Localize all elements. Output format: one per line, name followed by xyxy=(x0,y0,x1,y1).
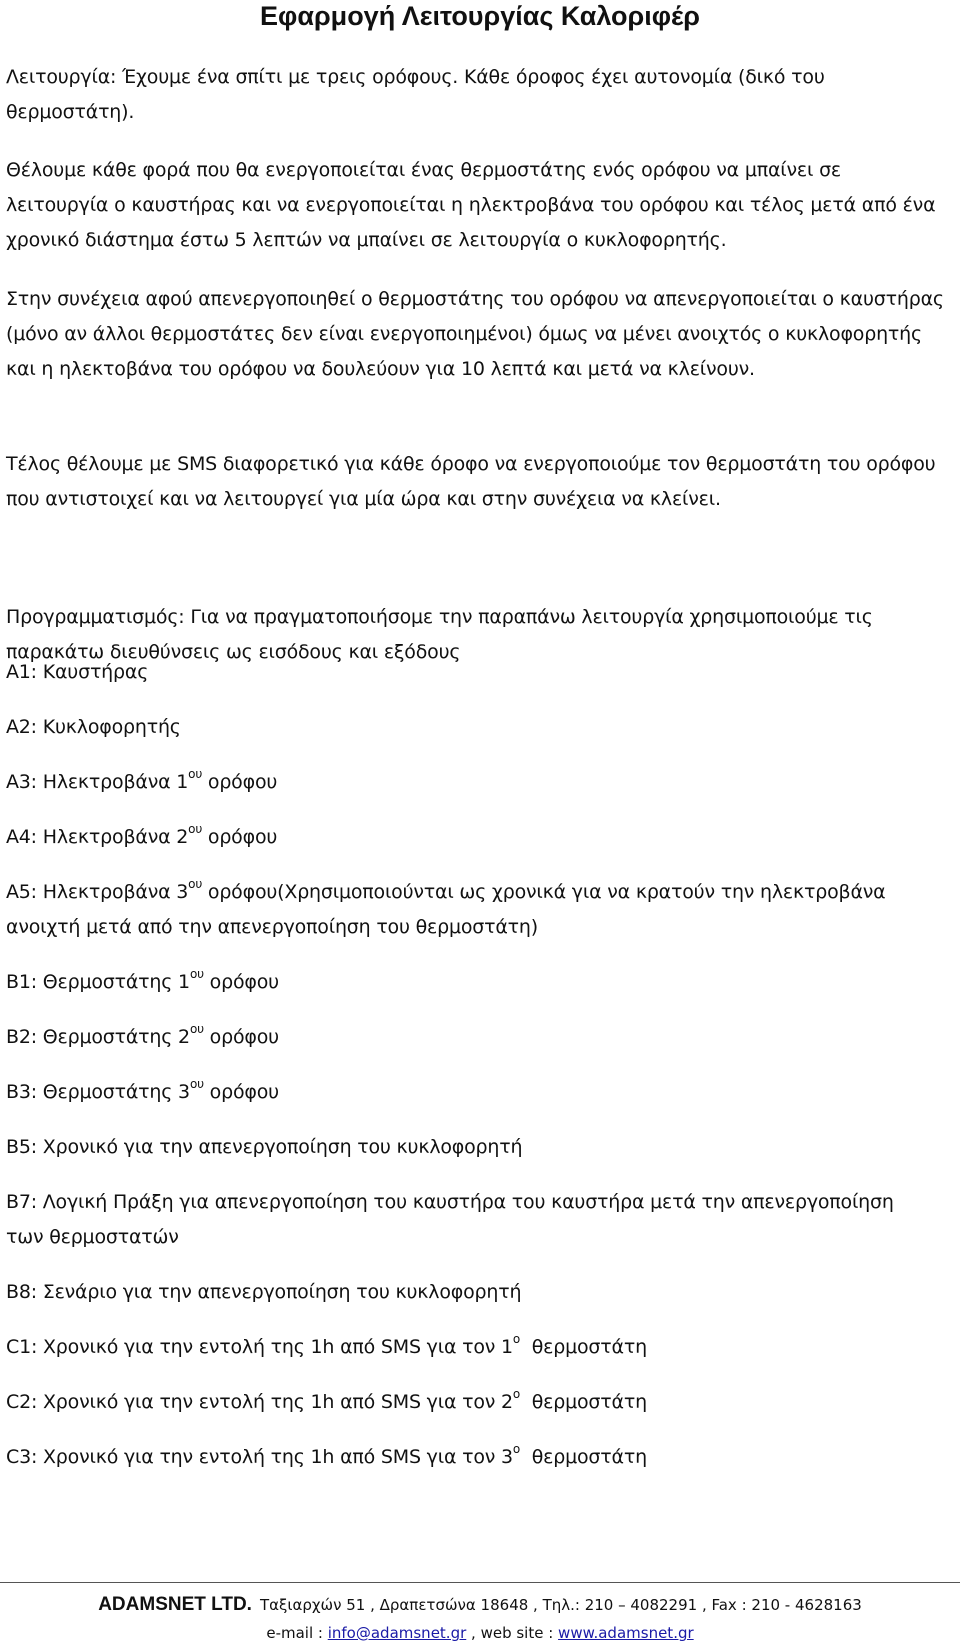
ordinal-suffix: ο xyxy=(512,1442,521,1456)
footer-email-label: e-mail : xyxy=(266,1624,328,1642)
paragraph-activation: Θέλουμε κάθε φορά που θα ενεργοποιείται ένας θερμοστάτης ενός ορόφου να μπαίνει σε λειτουργία ο καυστήρας και να ενεργοποιείται η ηλεκτροβάνα του ορόφου και τέλος μετά από ένα χρονικό διάστημα έστω 5 λεπτών να μπαίνει σε λειτουργία ο κυκλοφορητής. xyxy=(6,159,936,251)
footer-address: Ταξιαρχών 51 , Δραπετσώνα 18648 , Τηλ.: 210 – 4082291 , Fax : 210 - 4628163 xyxy=(259,1596,862,1614)
address-item-text: A3: Ηλεκτροβάνα 1 xyxy=(6,771,189,793)
ordinal-suffix: ου xyxy=(189,1022,204,1036)
ordinal-suffix: ου xyxy=(189,967,204,981)
address-item xyxy=(6,1385,906,1420)
address-item-text: B3: Θερμοστάτης 3 xyxy=(6,1081,190,1103)
document-title: Εφαρμογή Λειτουργίας Καλοριφέρ xyxy=(260,1,700,31)
address-item-text: C2: Χρονικό για την εντολή της 1h από SMS για τον 2 xyxy=(6,1391,513,1413)
paragraph-deactivation: Στην συνέχεια αφού απενεργοποιηθεί ο θερμοστάτης του ορόφου να απενεργοποιείται ο καυστήρας (μόνο αν άλλοι θερμοστάτες δεν είναι ενεργοποιημένοι) όμως να μένει ανοιχτός ο κυκλοφορητής και η ηλεκτοβάνα του ορόφου να δουλεύουν για 10 λεπτά και μετά να κλείνουν. xyxy=(6,288,944,380)
address-item-text: B7: Λογική Πράξη για απενεργοποίηση του καυστήρα του καυστήρα μετά την απενεργοποίηση των θερμοστατών xyxy=(6,1191,894,1248)
address-item xyxy=(6,1440,906,1475)
address-item-text-tail: ορόφου xyxy=(203,1026,279,1048)
ordinal-suffix: ου xyxy=(189,1077,204,1091)
address-item xyxy=(6,1020,906,1055)
ordinal-suffix: ο xyxy=(512,1332,521,1346)
address-item-text-tail: ορόφου xyxy=(202,771,278,793)
address-item xyxy=(6,875,906,945)
address-item-text-tail: θερμοστάτη xyxy=(520,1446,647,1468)
ordinal-suffix: ου xyxy=(188,877,203,891)
address-item-text: C3: Χρονικό για την εντολή της 1h από SMS για τον 3 xyxy=(6,1446,513,1468)
address-item-text: A5: Ηλεκτροβάνα 3 xyxy=(6,881,189,903)
address-item xyxy=(6,1330,906,1365)
address-item xyxy=(6,820,906,855)
address-item-text-tail: ορόφου xyxy=(203,1081,279,1103)
address-item-text-tail: θερμοστάτη xyxy=(520,1391,647,1413)
paragraph-operation: Λειτουργία: Έχουμε ένα σπίτι με τρεις ορόφους. Κάθε όροφος έχει αυτονομία (δικό του θερμοστάτη). xyxy=(6,66,825,123)
address-item-text-tail: ορόφου xyxy=(203,971,279,993)
address-item xyxy=(6,1130,906,1165)
footer-divider xyxy=(0,1582,960,1583)
footer-address-line xyxy=(0,1594,960,1616)
address-item-text: B8: Σενάριο για την απενεργοποίηση του κυκλοφορητή xyxy=(6,1281,522,1303)
address-item xyxy=(6,1075,906,1110)
ordinal-suffix: ου xyxy=(188,767,203,781)
programming-intro: Προγραμματισμός: Για να πραγματοποιήσομε την παραπάνω λειτουργία χρησιμοποιούμε τις παρακάτω διευθύνσεις ως εισόδους και εξόδους xyxy=(6,606,873,663)
ordinal-suffix: ο xyxy=(512,1387,521,1401)
footer-contact-line xyxy=(0,1622,960,1644)
address-item-text-tail: ορόφου(Χρησιμοποιούνται ως χρονικά για να κρατούν την ηλεκτροβάνα ανοιχτή μετά από την απενεργοποίηση του θερμοστάτη) xyxy=(6,881,892,938)
address-item-text: A1: Καυστήρας xyxy=(6,661,149,683)
address-item-text: A2: Κυκλοφορητής xyxy=(6,716,181,738)
paragraph-sms: Τέλος θέλουμε με SMS διαφορετικό για κάθε όροφο να ενεργοποιούμε τον θερμοστάτη του ορόφου που αντιστοιχεί και να λειτουργεί για μία ώρα και στην συνέχεια να κλείνει. xyxy=(6,453,936,510)
footer-company: ADAMSNET LTD. xyxy=(98,1594,252,1615)
ordinal-suffix: ου xyxy=(188,822,203,836)
address-item-text-tail: ορόφου xyxy=(202,826,278,848)
address-item-text: B5: Χρονικό για την απενεργοποίηση του κυκλοφορητή xyxy=(6,1136,523,1158)
address-item xyxy=(6,1275,906,1310)
footer-web-label: , web site : xyxy=(466,1624,559,1642)
website-link[interactable]: www.adamsnet.gr xyxy=(558,1624,694,1642)
address-item-text: A4: Ηλεκτροβάνα 2 xyxy=(6,826,189,848)
address-item-text: C1: Χρονικό για την εντολή της 1h από SMS για τον 1 xyxy=(6,1336,513,1358)
address-item xyxy=(6,655,906,690)
email-link[interactable]: info@adamsnet.gr xyxy=(327,1624,467,1642)
address-item xyxy=(6,1185,906,1255)
address-item xyxy=(6,965,906,1000)
address-item xyxy=(6,765,906,800)
address-item-text-tail: θερμοστάτη xyxy=(520,1336,647,1358)
address-item xyxy=(6,710,906,745)
address-item-text: B2: Θερμοστάτης 2 xyxy=(6,1026,190,1048)
address-item-text: B1: Θερμοστάτης 1 xyxy=(6,971,190,993)
